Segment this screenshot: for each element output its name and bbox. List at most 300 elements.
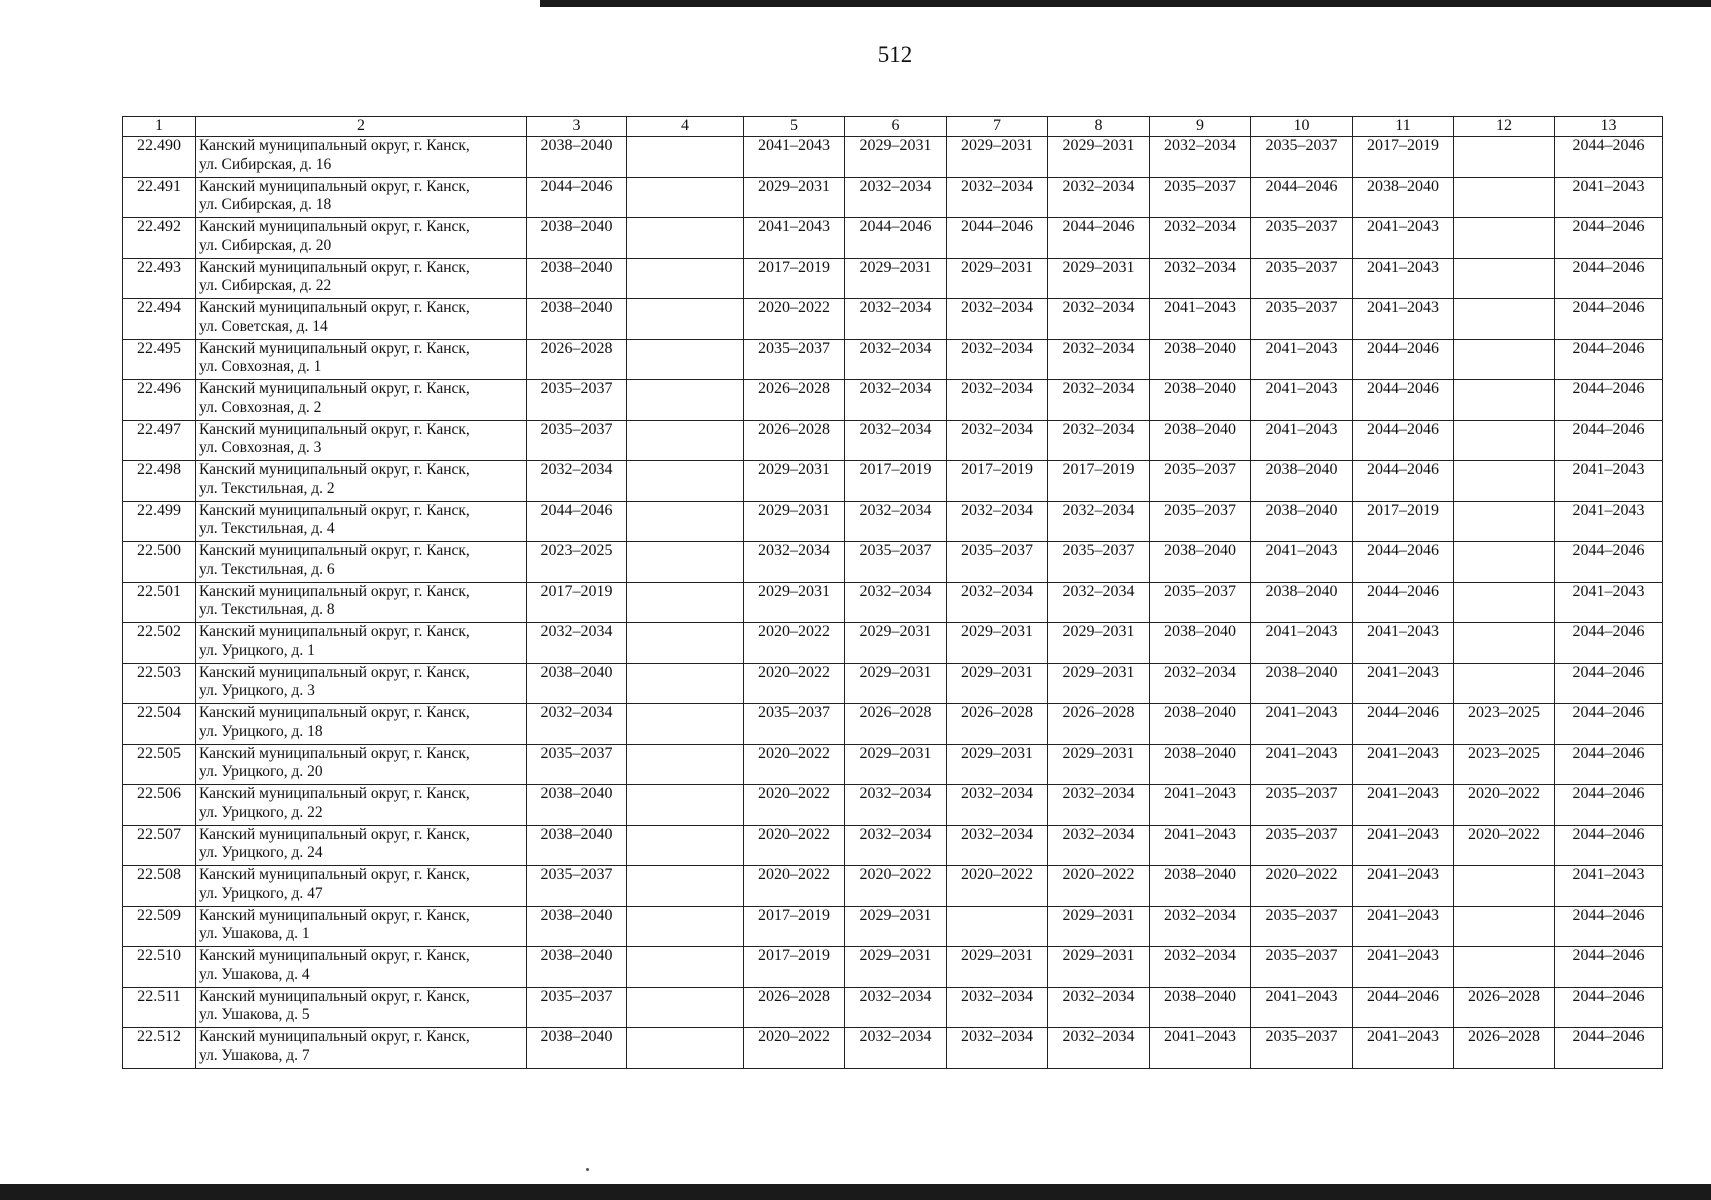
row-number: 22.501	[123, 582, 196, 623]
address-line-2: ул. Урицкого, д. 18	[199, 722, 323, 740]
row-number: 22.494	[123, 299, 196, 340]
period-cell-col-4	[627, 299, 744, 340]
period-cell-col-8: 2032–2034	[1048, 299, 1150, 340]
address-line-2: ул. Урицкого, д. 1	[199, 641, 315, 659]
period-cell-col-3: 2038–2040	[527, 663, 627, 704]
address-line-1: Канский муниципальный округ, г. Канск,	[199, 299, 470, 316]
address-line-1: Канский муниципальный округ, г. Канск,	[199, 663, 470, 681]
period-cell-col-12: 2026–2028	[1454, 1028, 1555, 1069]
period-cell-col-10: 2041–2043	[1251, 542, 1353, 583]
period-cell-col-9: 2035–2037	[1150, 582, 1251, 623]
period-cell-col-6: 2029–2031	[845, 137, 947, 178]
period-cell-col-7: 2029–2031	[947, 623, 1048, 664]
period-cell-col-13: 2044–2046	[1555, 380, 1663, 421]
period-cell-col-4	[627, 866, 744, 907]
table-row	[123, 623, 1663, 664]
table-row	[123, 177, 1663, 218]
table-row	[123, 461, 1663, 502]
period-cell-col-13: 2041–2043	[1555, 461, 1663, 502]
period-cell-col-7: 2032–2034	[947, 785, 1048, 826]
period-cell-col-13: 2044–2046	[1555, 947, 1663, 988]
period-cell-col-10: 2041–2043	[1251, 339, 1353, 380]
table-body	[123, 137, 1663, 1069]
address-cell	[196, 177, 527, 218]
period-cell-col-6: 2029–2031	[845, 663, 947, 704]
period-cell-col-4	[627, 218, 744, 259]
period-cell-col-7	[947, 906, 1048, 947]
address-cell	[196, 987, 527, 1028]
period-cell-col-11: 2044–2046	[1353, 461, 1454, 502]
address-cell	[196, 866, 527, 907]
period-cell-col-8: 2032–2034	[1048, 177, 1150, 218]
column-header-12: 12	[1454, 117, 1555, 137]
period-cell-col-4	[627, 461, 744, 502]
period-cell-col-12	[1454, 380, 1555, 421]
period-cell-col-3: 2038–2040	[527, 947, 627, 988]
period-cell-col-10: 2041–2043	[1251, 380, 1353, 421]
period-cell-col-11: 2041–2043	[1353, 258, 1454, 299]
row-number: 22.497	[123, 420, 196, 461]
period-cell-col-11: 2041–2043	[1353, 947, 1454, 988]
row-number: 22.492	[123, 218, 196, 259]
period-cell-col-11: 2041–2043	[1353, 906, 1454, 947]
address-line-2: ул. Ушакова, д. 5	[199, 1006, 310, 1023]
row-number: 22.508	[123, 866, 196, 907]
row-number: 22.511	[123, 987, 196, 1028]
period-cell-col-13: 2041–2043	[1555, 501, 1663, 542]
period-cell-col-5: 2020–2022	[744, 299, 845, 340]
period-cell-col-10: 2041–2043	[1251, 744, 1353, 785]
address-line-1: Канский муниципальный округ, г. Канск,	[199, 582, 470, 600]
address-line-1: Канский муниципальный округ, г. Канск,	[199, 744, 470, 762]
period-cell-col-6: 2032–2034	[845, 785, 947, 826]
address-line-1: Канский муниципальный округ, г. Канск,	[199, 177, 470, 195]
period-cell-col-5: 2026–2028	[744, 380, 845, 421]
period-cell-col-11: 2041–2043	[1353, 825, 1454, 866]
period-cell-col-8: 2032–2034	[1048, 825, 1150, 866]
address-cell	[196, 825, 527, 866]
period-cell-col-12	[1454, 177, 1555, 218]
row-number: 22.509	[123, 906, 196, 947]
period-cell-col-12	[1454, 501, 1555, 542]
period-cell-col-9: 2038–2040	[1150, 866, 1251, 907]
period-cell-col-6: 2032–2034	[845, 299, 947, 340]
period-cell-col-7: 2044–2046	[947, 218, 1048, 259]
period-cell-col-7: 2029–2031	[947, 744, 1048, 785]
period-cell-col-11: 2041–2043	[1353, 866, 1454, 907]
row-number: 22.495	[123, 339, 196, 380]
address-line-2: ул. Сибирская, д. 20	[199, 236, 332, 254]
column-header-4: 4	[627, 117, 744, 137]
address-cell	[196, 339, 527, 380]
period-cell-col-4	[627, 380, 744, 421]
row-number: 22.490	[123, 137, 196, 178]
period-cell-col-3: 2032–2034	[527, 704, 627, 745]
address-cell	[196, 542, 527, 583]
period-cell-col-7: 2032–2034	[947, 177, 1048, 218]
period-cell-col-4	[627, 137, 744, 178]
column-header-11: 11	[1353, 117, 1454, 137]
table-row	[123, 420, 1663, 461]
address-line-1: Канский муниципальный округ, г. Канск,	[199, 987, 470, 1005]
scan-speck	[586, 1168, 589, 1171]
period-cell-col-3: 2044–2046	[527, 501, 627, 542]
address-line-2: ул. Урицкого, д. 47	[199, 884, 323, 902]
row-number: 22.510	[123, 947, 196, 988]
period-cell-col-3: 2032–2034	[527, 461, 627, 502]
address-line-1: Канский муниципальный округ, г. Канск,	[199, 906, 470, 924]
address-line-2: ул. Текстильная, д. 8	[199, 601, 335, 618]
table-row	[123, 218, 1663, 259]
period-cell-col-9: 2038–2040	[1150, 380, 1251, 421]
period-cell-col-9: 2032–2034	[1150, 218, 1251, 259]
period-cell-col-10: 2035–2037	[1251, 825, 1353, 866]
address-line-2: ул. Сибирская, д. 18	[199, 196, 332, 213]
period-cell-col-5: 2020–2022	[744, 663, 845, 704]
period-cell-col-6: 2035–2037	[845, 542, 947, 583]
period-cell-col-7: 2032–2034	[947, 501, 1048, 542]
address-cell	[196, 785, 527, 826]
period-cell-col-10: 2035–2037	[1251, 947, 1353, 988]
period-cell-col-5: 2020–2022	[744, 1028, 845, 1069]
period-cell-col-11: 2041–2043	[1353, 663, 1454, 704]
period-cell-col-12	[1454, 339, 1555, 380]
period-cell-col-7: 2026–2028	[947, 704, 1048, 745]
period-cell-col-13: 2044–2046	[1555, 906, 1663, 947]
table-row	[123, 866, 1663, 907]
period-cell-col-6: 2032–2034	[845, 420, 947, 461]
address-cell	[196, 663, 527, 704]
period-cell-col-5: 2041–2043	[744, 218, 845, 259]
period-cell-col-3: 2038–2040	[527, 785, 627, 826]
period-cell-col-13: 2044–2046	[1555, 218, 1663, 259]
period-cell-col-11: 2038–2040	[1353, 177, 1454, 218]
address-line-1: Канский муниципальный округ, г. Канск,	[199, 461, 470, 478]
period-cell-col-9: 2041–2043	[1150, 1028, 1251, 1069]
period-cell-col-3: 2038–2040	[527, 299, 627, 340]
period-cell-col-6: 2029–2031	[845, 623, 947, 664]
period-cell-col-3: 2038–2040	[527, 825, 627, 866]
period-cell-col-8: 2029–2031	[1048, 258, 1150, 299]
address-cell	[196, 1028, 527, 1069]
period-cell-col-11: 2041–2043	[1353, 744, 1454, 785]
period-cell-col-7: 2032–2034	[947, 582, 1048, 623]
period-cell-col-13: 2044–2046	[1555, 420, 1663, 461]
period-cell-col-10: 2041–2043	[1251, 420, 1353, 461]
address-line-1: Канский муниципальный округ, г. Канск,	[199, 825, 470, 843]
period-cell-col-13: 2044–2046	[1555, 744, 1663, 785]
period-cell-col-13: 2044–2046	[1555, 1028, 1663, 1069]
table-row	[123, 542, 1663, 583]
address-line-1: Канский муниципальный округ, г. Канск,	[199, 623, 470, 640]
period-cell-col-12	[1454, 420, 1555, 461]
period-cell-col-6: 2026–2028	[845, 704, 947, 745]
address-line-2: ул. Сибирская, д. 16	[199, 155, 332, 173]
period-cell-col-9: 2038–2040	[1150, 420, 1251, 461]
period-cell-col-13: 2044–2046	[1555, 785, 1663, 826]
address-line-2: ул. Сибирская, д. 22	[199, 277, 332, 294]
column-header-10: 10	[1251, 117, 1353, 137]
address-line-1: Канский муниципальный округ, г. Канск,	[199, 258, 470, 276]
table-row	[123, 339, 1663, 380]
period-cell-col-10: 2041–2043	[1251, 987, 1353, 1028]
period-cell-col-11: 2044–2046	[1353, 582, 1454, 623]
period-cell-col-5: 2041–2043	[744, 137, 845, 178]
address-line-2: ул. Текстильная, д. 4	[199, 520, 335, 537]
period-cell-col-8: 2032–2034	[1048, 1028, 1150, 1069]
period-cell-col-7: 2029–2031	[947, 947, 1048, 988]
period-cell-col-8: 2020–2022	[1048, 866, 1150, 907]
period-cell-col-7: 2032–2034	[947, 825, 1048, 866]
period-cell-col-9: 2041–2043	[1150, 299, 1251, 340]
period-cell-col-13: 2041–2043	[1555, 866, 1663, 907]
period-cell-col-9: 2032–2034	[1150, 906, 1251, 947]
period-cell-col-8: 2032–2034	[1048, 380, 1150, 421]
address-cell	[196, 704, 527, 745]
period-cell-col-7: 2032–2034	[947, 987, 1048, 1028]
period-cell-col-13: 2044–2046	[1555, 704, 1663, 745]
period-cell-col-3: 2035–2037	[527, 866, 627, 907]
period-cell-col-8: 2032–2034	[1048, 582, 1150, 623]
column-header-13: 13	[1555, 117, 1663, 137]
period-cell-col-12	[1454, 218, 1555, 259]
period-cell-col-8: 2029–2031	[1048, 623, 1150, 664]
period-cell-col-3: 2017–2019	[527, 582, 627, 623]
period-cell-col-4	[627, 785, 744, 826]
table-row	[123, 987, 1663, 1028]
period-cell-col-10: 2041–2043	[1251, 704, 1353, 745]
period-cell-col-10: 2044–2046	[1251, 177, 1353, 218]
address-cell	[196, 947, 527, 988]
period-cell-col-9: 2032–2034	[1150, 258, 1251, 299]
address-cell	[196, 501, 527, 542]
period-cell-col-11: 2041–2043	[1353, 1028, 1454, 1069]
address-line-1: Канский муниципальный округ, г. Канск,	[199, 785, 470, 802]
period-cell-col-6: 2032–2034	[845, 380, 947, 421]
period-cell-col-9: 2032–2034	[1150, 947, 1251, 988]
address-line-1: Канский муниципальный округ, г. Канск,	[199, 380, 470, 397]
row-number: 22.502	[123, 623, 196, 664]
period-cell-col-7: 2029–2031	[947, 663, 1048, 704]
period-cell-col-12: 2023–2025	[1454, 704, 1555, 745]
address-line-2: ул. Совхозная, д. 3	[199, 439, 322, 456]
period-cell-col-10: 2038–2040	[1251, 501, 1353, 542]
column-header-3: 3	[527, 117, 627, 137]
period-cell-col-9: 2038–2040	[1150, 623, 1251, 664]
address-cell	[196, 582, 527, 623]
period-cell-col-11: 2044–2046	[1353, 420, 1454, 461]
period-cell-col-6: 2032–2034	[845, 501, 947, 542]
period-cell-col-3: 2038–2040	[527, 1028, 627, 1069]
address-line-2: ул. Советская, д. 14	[199, 317, 328, 335]
period-cell-col-3: 2035–2037	[527, 987, 627, 1028]
period-cell-col-7: 2029–2031	[947, 137, 1048, 178]
period-cell-col-8: 2026–2028	[1048, 704, 1150, 745]
period-cell-col-4	[627, 339, 744, 380]
period-cell-col-4	[627, 704, 744, 745]
column-header-8: 8	[1048, 117, 1150, 137]
period-cell-col-11: 2041–2043	[1353, 623, 1454, 664]
address-line-1: Канский муниципальный округ, г. Канск,	[199, 866, 470, 883]
column-header-2: 2	[196, 117, 527, 137]
period-cell-col-12	[1454, 947, 1555, 988]
period-cell-col-8: 2029–2031	[1048, 137, 1150, 178]
period-cell-col-7: 2032–2034	[947, 339, 1048, 380]
period-cell-col-7: 2029–2031	[947, 258, 1048, 299]
address-line-2: ул. Урицкого, д. 20	[199, 763, 323, 780]
period-cell-col-8: 2032–2034	[1048, 785, 1150, 826]
period-cell-col-11: 2041–2043	[1353, 299, 1454, 340]
period-cell-col-10: 2035–2037	[1251, 258, 1353, 299]
period-cell-col-6: 2029–2031	[845, 906, 947, 947]
period-cell-col-11: 2041–2043	[1353, 785, 1454, 826]
period-cell-col-13: 2044–2046	[1555, 299, 1663, 340]
row-number: 22.512	[123, 1028, 196, 1069]
period-cell-col-5: 2017–2019	[744, 947, 845, 988]
period-cell-col-13: 2044–2046	[1555, 137, 1663, 178]
period-cell-col-11: 2044–2046	[1353, 380, 1454, 421]
table-row	[123, 582, 1663, 623]
period-cell-col-8: 2029–2031	[1048, 947, 1150, 988]
period-cell-col-7: 2032–2034	[947, 380, 1048, 421]
row-number: 22.503	[123, 663, 196, 704]
period-cell-col-9: 2032–2034	[1150, 663, 1251, 704]
period-cell-col-5: 2029–2031	[744, 582, 845, 623]
column-header-1: 1	[123, 117, 196, 137]
address-line-1: Канский муниципальный округ, г. Канск,	[199, 704, 470, 721]
period-cell-col-13: 2044–2046	[1555, 623, 1663, 664]
period-cell-col-12	[1454, 866, 1555, 907]
period-cell-col-7: 2032–2034	[947, 299, 1048, 340]
period-cell-col-8: 2044–2046	[1048, 218, 1150, 259]
period-cell-col-12	[1454, 542, 1555, 583]
period-cell-col-4	[627, 623, 744, 664]
period-cell-col-9: 2032–2034	[1150, 137, 1251, 178]
table-row	[123, 825, 1663, 866]
period-cell-col-6: 2032–2034	[845, 987, 947, 1028]
period-cell-col-12	[1454, 137, 1555, 178]
table-row	[123, 1028, 1663, 1069]
period-cell-col-4	[627, 501, 744, 542]
period-cell-col-4	[627, 744, 744, 785]
period-cell-col-7: 2032–2034	[947, 420, 1048, 461]
table-row	[123, 380, 1663, 421]
period-cell-col-6: 2044–2046	[845, 218, 947, 259]
period-cell-col-12	[1454, 258, 1555, 299]
period-cell-col-10: 2035–2037	[1251, 785, 1353, 826]
period-cell-col-5: 2017–2019	[744, 258, 845, 299]
table-row	[123, 137, 1663, 178]
page-number: 512	[877, 42, 913, 67]
period-cell-col-3: 2035–2037	[527, 380, 627, 421]
period-cell-col-3: 2035–2037	[527, 420, 627, 461]
period-cell-col-5: 2020–2022	[744, 866, 845, 907]
period-cell-col-6: 2032–2034	[845, 339, 947, 380]
table-row	[123, 299, 1663, 340]
period-cell-col-10: 2035–2037	[1251, 299, 1353, 340]
period-cell-col-12	[1454, 461, 1555, 502]
period-cell-col-3: 2038–2040	[527, 906, 627, 947]
table-row	[123, 906, 1663, 947]
period-cell-col-12: 2026–2028	[1454, 987, 1555, 1028]
table-row	[123, 501, 1663, 542]
row-number: 22.505	[123, 744, 196, 785]
column-header-6: 6	[845, 117, 947, 137]
period-cell-col-10: 2035–2037	[1251, 906, 1353, 947]
period-cell-col-3: 2035–2037	[527, 744, 627, 785]
period-cell-col-11: 2041–2043	[1353, 218, 1454, 259]
address-line-1: Канский муниципальный округ, г. Канск,	[199, 339, 470, 357]
address-line-2: ул. Ушакова, д. 7	[199, 1046, 310, 1064]
period-cell-col-5: 2026–2028	[744, 987, 845, 1028]
period-cell-col-4	[627, 825, 744, 866]
period-cell-col-8: 2029–2031	[1048, 663, 1150, 704]
row-number: 22.504	[123, 704, 196, 745]
scan-border-top	[540, 0, 1711, 7]
row-number: 22.496	[123, 380, 196, 421]
period-cell-col-13: 2044–2046	[1555, 542, 1663, 583]
address-line-1: Канский муниципальный округ, г. Канск,	[199, 137, 470, 154]
period-cell-col-6: 2032–2034	[845, 825, 947, 866]
period-cell-col-9: 2035–2037	[1150, 501, 1251, 542]
period-cell-col-13: 2044–2046	[1555, 339, 1663, 380]
period-cell-col-5: 2035–2037	[744, 339, 845, 380]
scan-border-bottom	[0, 1184, 1711, 1200]
period-cell-col-12	[1454, 906, 1555, 947]
period-cell-col-6: 2029–2031	[845, 947, 947, 988]
address-line-1: Канский муниципальный округ, г. Канск,	[199, 218, 470, 235]
period-cell-col-10: 2035–2037	[1251, 218, 1353, 259]
period-cell-col-4	[627, 420, 744, 461]
period-cell-col-12: 2020–2022	[1454, 825, 1555, 866]
period-cell-col-12	[1454, 623, 1555, 664]
period-cell-col-3: 2023–2025	[527, 542, 627, 583]
period-cell-col-6: 2020–2022	[845, 866, 947, 907]
address-cell	[196, 906, 527, 947]
period-cell-col-9: 2038–2040	[1150, 744, 1251, 785]
period-cell-col-12	[1454, 663, 1555, 704]
period-cell-col-5: 2020–2022	[744, 785, 845, 826]
period-cell-col-6: 2032–2034	[845, 177, 947, 218]
period-cell-col-4	[627, 1028, 744, 1069]
column-header-9: 9	[1150, 117, 1251, 137]
period-cell-col-5: 2029–2031	[744, 177, 845, 218]
period-cell-col-11: 2044–2046	[1353, 987, 1454, 1028]
address-cell	[196, 137, 527, 178]
period-cell-col-7: 2017–2019	[947, 461, 1048, 502]
period-cell-col-8: 2032–2034	[1048, 501, 1150, 542]
period-cell-col-10: 2038–2040	[1251, 663, 1353, 704]
address-line-2: ул. Ушакова, д. 4	[199, 965, 310, 983]
row-number: 22.500	[123, 542, 196, 583]
period-cell-col-8: 2029–2031	[1048, 744, 1150, 785]
registry-table	[122, 116, 1663, 1069]
period-cell-col-4	[627, 987, 744, 1028]
address-line-2: ул. Совхозная, д. 2	[199, 398, 322, 416]
period-cell-col-11: 2044–2046	[1353, 339, 1454, 380]
period-cell-col-10: 2038–2040	[1251, 461, 1353, 502]
address-cell	[196, 623, 527, 664]
row-number: 22.506	[123, 785, 196, 826]
table-row	[123, 258, 1663, 299]
address-cell	[196, 258, 527, 299]
address-cell	[196, 461, 527, 502]
table-row	[123, 947, 1663, 988]
address-line-2: ул. Урицкого, д. 22	[199, 803, 323, 821]
period-cell-col-5: 2020–2022	[744, 744, 845, 785]
period-cell-col-3: 2032–2034	[527, 623, 627, 664]
period-cell-col-4	[627, 947, 744, 988]
